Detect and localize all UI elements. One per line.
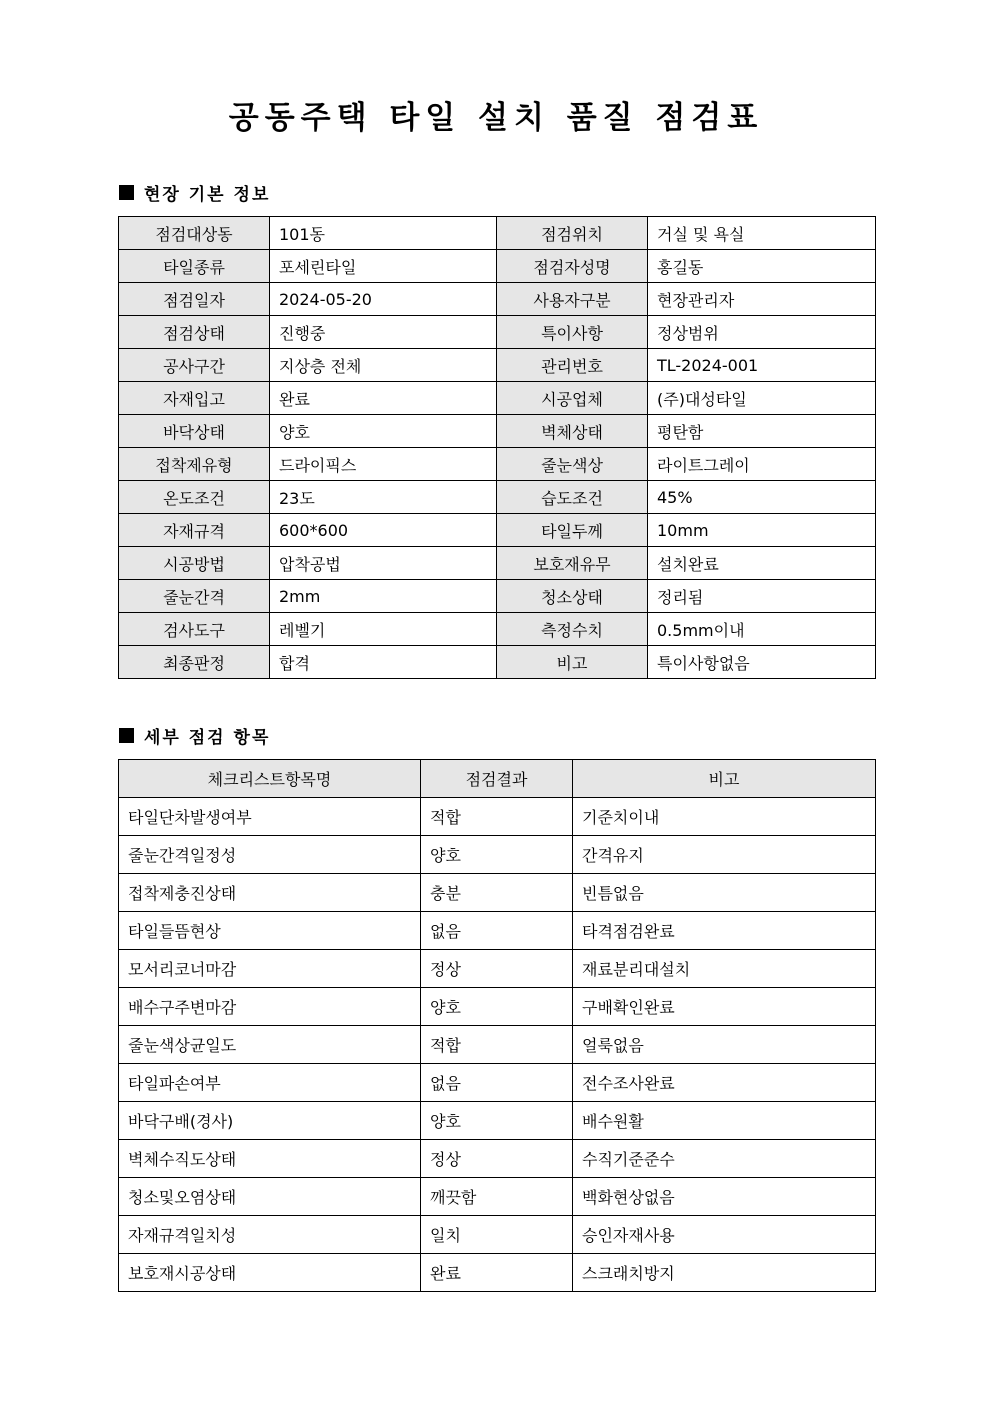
check-item-cell: 자재규격일치성: [119, 1216, 421, 1254]
table-row: [119, 1178, 876, 1216]
info-value: 정리됨: [648, 580, 876, 613]
check-result-cell: 없음: [421, 912, 573, 950]
info-label: 점검자성명: [497, 250, 648, 283]
info-value: 지상층 전체: [270, 349, 497, 382]
table-row: [119, 1064, 876, 1102]
info-row: [119, 349, 876, 382]
info-row: [119, 283, 876, 316]
info-row: [119, 448, 876, 481]
info-label: 타일종류: [119, 250, 270, 283]
table-row: [119, 988, 876, 1026]
info-label: 점검일자: [119, 283, 270, 316]
table-row: [119, 836, 876, 874]
info-label: 최종판정: [119, 646, 270, 679]
info-label: 줄눈간격: [119, 580, 270, 613]
info-value: 진행중: [270, 316, 497, 349]
info-label: 청소상태: [497, 580, 648, 613]
section-heading-text: 현장 기본 정보: [144, 185, 271, 205]
check-item-cell: 타일파손여부: [119, 1064, 421, 1102]
info-value: TL-2024-001: [648, 349, 876, 382]
square-bullet-icon: [119, 185, 134, 200]
info-value: 포세린타일: [270, 250, 497, 283]
info-label: 줄눈색상: [497, 448, 648, 481]
check-remark-cell: 스크래치방지: [573, 1254, 876, 1292]
check-result-cell: 적합: [421, 1026, 573, 1064]
info-value: 2mm: [270, 580, 497, 613]
info-row: [119, 316, 876, 349]
check-remark-cell: 승인자재사용: [573, 1216, 876, 1254]
info-label: 접착제유형: [119, 448, 270, 481]
info-value: 현장관리자: [648, 283, 876, 316]
info-row: [119, 613, 876, 646]
check-remark-cell: 간격유지: [573, 836, 876, 874]
check-item-cell: 접착제충진상태: [119, 874, 421, 912]
check-result-cell: 양호: [421, 836, 573, 874]
info-value: 정상범위: [648, 316, 876, 349]
info-label: 비고: [497, 646, 648, 679]
info-label: 점검상태: [119, 316, 270, 349]
check-remark-cell: 재료분리대설치: [573, 950, 876, 988]
info-row: [119, 382, 876, 415]
check-remark-cell: 배수원활: [573, 1102, 876, 1140]
info-label: 검사도구: [119, 613, 270, 646]
check-item-cell: 타일단차발생여부: [119, 798, 421, 836]
check-item-cell: 바닥구배(경사): [119, 1102, 421, 1140]
info-value: 레벨기: [270, 613, 497, 646]
column-header-result: 점검결과: [421, 760, 573, 798]
info-label: 특이사항: [497, 316, 648, 349]
info-value: 양호: [270, 415, 497, 448]
info-row: [119, 250, 876, 283]
table-row: [119, 912, 876, 950]
check-result-cell: 완료: [421, 1254, 573, 1292]
info-label: 벽체상태: [497, 415, 648, 448]
info-value: 완료: [270, 382, 497, 415]
info-value: 101동: [270, 217, 497, 250]
info-label: 보호재유무: [497, 547, 648, 580]
section-heading-detail: [119, 723, 270, 748]
info-value: 드라이픽스: [270, 448, 497, 481]
info-label: 시공방법: [119, 547, 270, 580]
check-item-cell: 타일들뜸현상: [119, 912, 421, 950]
section-heading-basic-info: [119, 180, 270, 205]
check-item-cell: 청소및오염상태: [119, 1178, 421, 1216]
info-value: 600*600: [270, 514, 497, 547]
info-row: [119, 415, 876, 448]
table-row: [119, 1216, 876, 1254]
check-remark-cell: 얼룩없음: [573, 1026, 876, 1064]
info-label: 바닥상태: [119, 415, 270, 448]
check-remark-cell: 구배확인완료: [573, 988, 876, 1026]
check-result-cell: 없음: [421, 1064, 573, 1102]
check-remark-cell: 전수조사완료: [573, 1064, 876, 1102]
basic-info-table: [118, 216, 876, 679]
check-remark-cell: 백화현상없음: [573, 1178, 876, 1216]
info-label: 점검대상동: [119, 217, 270, 250]
info-value: 0.5mm이내: [648, 613, 876, 646]
info-label: 자재입고: [119, 382, 270, 415]
check-remark-cell: 타격점검완료: [573, 912, 876, 950]
table-row: [119, 1140, 876, 1178]
check-remark-cell: 수직기준준수: [573, 1140, 876, 1178]
section-heading-text: 세부 점검 항목: [144, 728, 271, 748]
info-value: 설치완료: [648, 547, 876, 580]
info-value: 45%: [648, 481, 876, 514]
info-value: 2024-05-20: [270, 283, 497, 316]
info-label: 시공업체: [497, 382, 648, 415]
check-result-cell: 충분: [421, 874, 573, 912]
info-value: 10mm: [648, 514, 876, 547]
info-label: 자재규격: [119, 514, 270, 547]
info-row: [119, 547, 876, 580]
table-row: [119, 874, 876, 912]
detail-check-table: [118, 759, 876, 1292]
info-row: [119, 217, 876, 250]
table-row: [119, 1254, 876, 1292]
check-item-cell: 보호재시공상태: [119, 1254, 421, 1292]
info-label: 온도조건: [119, 481, 270, 514]
check-item-cell: 줄눈간격일정성: [119, 836, 421, 874]
info-row: [119, 514, 876, 547]
check-result-cell: 정상: [421, 1140, 573, 1178]
check-item-cell: 모서리코너마감: [119, 950, 421, 988]
info-row: [119, 646, 876, 679]
check-result-cell: 양호: [421, 988, 573, 1026]
info-value: 라이트그레이: [648, 448, 876, 481]
info-label: 관리번호: [497, 349, 648, 382]
info-label: 타일두께: [497, 514, 648, 547]
check-result-cell: 양호: [421, 1102, 573, 1140]
document-title: 공동주택 타일 설치 품질 점검표: [228, 100, 764, 136]
info-row: [119, 580, 876, 613]
info-value: 거실 및 욕실: [648, 217, 876, 250]
check-result-cell: 적합: [421, 798, 573, 836]
info-label: 측정수치: [497, 613, 648, 646]
column-header-item: 체크리스트항목명: [119, 760, 421, 798]
table-row: [119, 1026, 876, 1064]
info-row: [119, 481, 876, 514]
column-header-remark: 비고: [573, 760, 876, 798]
check-result-cell: 깨끗함: [421, 1178, 573, 1216]
info-value: 합격: [270, 646, 497, 679]
info-label: 공사구간: [119, 349, 270, 382]
table-row: [119, 1102, 876, 1140]
table-header-row: [119, 760, 876, 798]
info-value: 압착공법: [270, 547, 497, 580]
check-item-cell: 줄눈색상균일도: [119, 1026, 421, 1064]
info-value: 평탄함: [648, 415, 876, 448]
check-item-cell: 벽체수직도상태: [119, 1140, 421, 1178]
info-value: 특이사항없음: [648, 646, 876, 679]
info-label: 습도조건: [497, 481, 648, 514]
check-remark-cell: 기준치이내: [573, 798, 876, 836]
check-item-cell: 배수구주변마감: [119, 988, 421, 1026]
info-label: 점검위치: [497, 217, 648, 250]
check-result-cell: 정상: [421, 950, 573, 988]
table-row: [119, 798, 876, 836]
check-remark-cell: 빈틈없음: [573, 874, 876, 912]
info-value: (주)대성타일: [648, 382, 876, 415]
square-bullet-icon: [119, 728, 134, 743]
info-value: 홍길동: [648, 250, 876, 283]
info-label: 사용자구분: [497, 283, 648, 316]
table-row: [119, 950, 876, 988]
info-value: 23도: [270, 481, 497, 514]
check-result-cell: 일치: [421, 1216, 573, 1254]
